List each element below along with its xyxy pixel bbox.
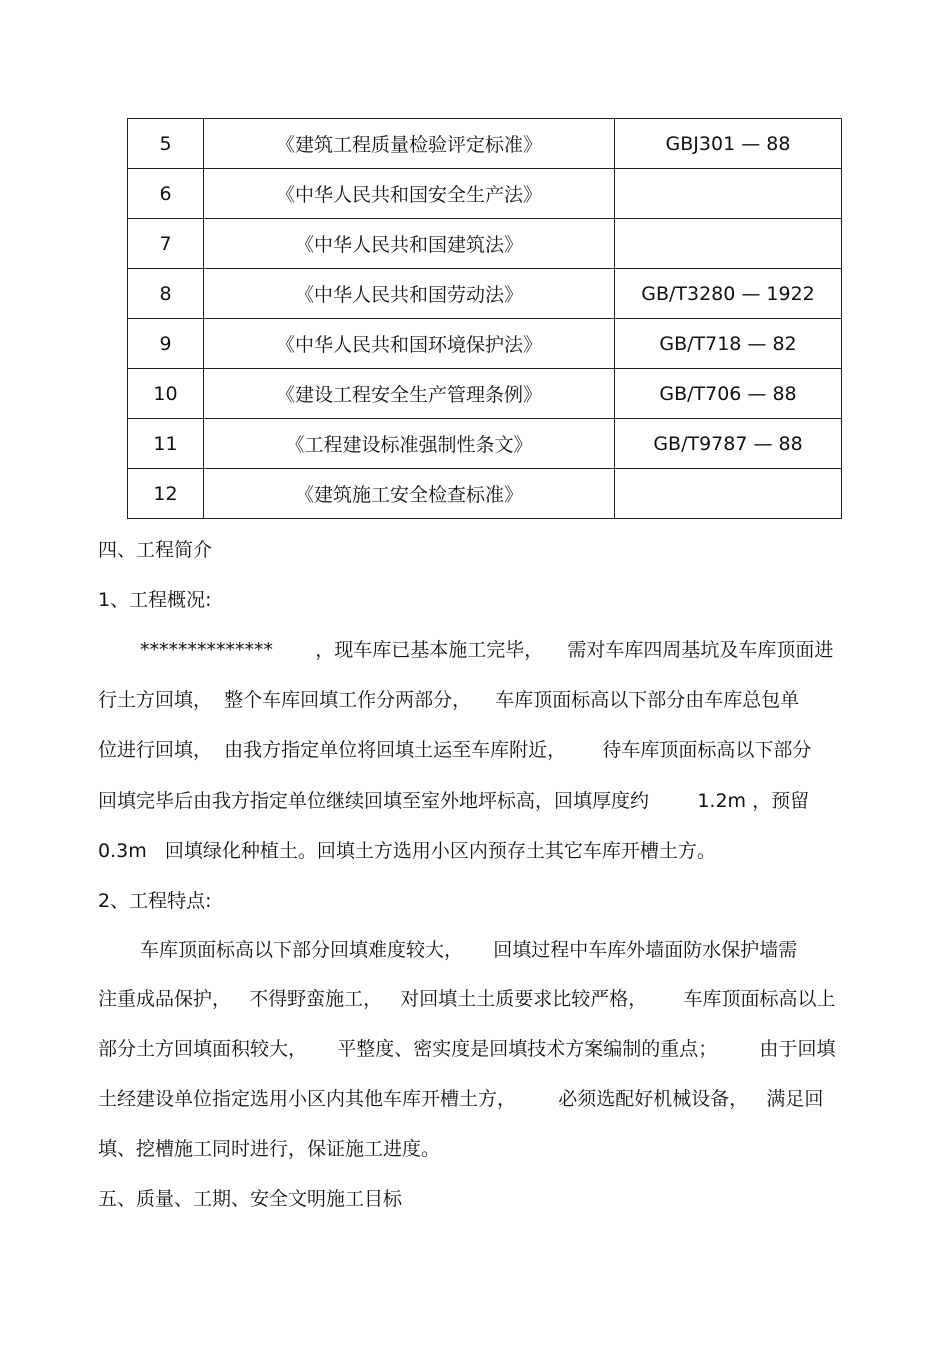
subsection-heading-features: 2、工程特点:	[98, 890, 212, 912]
row-number: 12	[128, 469, 204, 519]
table-row	[128, 369, 842, 419]
row-number: 6	[128, 169, 204, 219]
section-heading-project-intro: 四、工程简介	[98, 539, 213, 561]
row-number: 7	[128, 219, 204, 269]
standard-code	[615, 469, 842, 519]
standard-name: 《中华人民共和国安全生产法》	[204, 169, 615, 219]
table-row	[128, 169, 842, 219]
standard-name: 《建筑施工安全检查标准》	[204, 469, 615, 519]
table-row	[128, 469, 842, 519]
paragraph-line: 注重成品保护， 不得野蛮施工， 对回填土土质要求比较严格， 车库顶面标高以上	[98, 988, 836, 1010]
paragraph-line: 位进行回填， 由我方指定单位将回填土运至车库附近， 待车库顶面标高以下部分	[98, 739, 812, 761]
row-number: 5	[128, 119, 204, 169]
row-number: 10	[128, 369, 204, 419]
table-row	[128, 419, 842, 469]
standard-code: GB/T706 — 88	[615, 369, 842, 419]
standard-name: 《中华人民共和国建筑法》	[204, 219, 615, 269]
standard-name: 《建筑工程质量检验评定标准》	[204, 119, 615, 169]
table-row	[128, 319, 842, 369]
paragraph-line: 部分土方回填面积较大， 平整度、密实度是回填技术方案编制的重点； 由于回填	[98, 1038, 836, 1060]
standard-code: GB/T3280 — 1922	[615, 269, 842, 319]
paragraph-line: 回填完毕后由我方指定单位继续回填至室外地坪标高，回填厚度约 1.2m ，预留	[98, 790, 810, 812]
standard-code: GB/T718 — 82	[615, 319, 842, 369]
standards-table	[127, 118, 842, 519]
standard-code	[615, 169, 842, 219]
paragraph-line: 车库顶面标高以下部分回填难度较大， 回填过程中车库外墙面防水保护墙需	[140, 939, 798, 961]
row-number: 8	[128, 269, 204, 319]
paragraph-line: 土经建设单位指定选用小区内其他车库开槽土方， 必须选配好机械设备， 满足回	[98, 1088, 824, 1110]
table-row	[128, 269, 842, 319]
standard-name: 《中华人民共和国环境保护法》	[204, 319, 615, 369]
standard-name: 《建设工程安全生产管理条例》	[204, 369, 615, 419]
paragraph-line: 0.3m 回填绿化种植土。回填土方选用小区内预存土其它车库开槽土方。	[98, 840, 716, 862]
subsection-heading-overview: 1、工程概况:	[98, 589, 212, 611]
standard-code	[615, 219, 842, 269]
paragraph-line: 填、挖槽施工同时进行，保证施工进度。	[98, 1138, 441, 1160]
standard-code: GB/T9787 — 88	[615, 419, 842, 469]
standard-name: 《中华人民共和国劳动法》	[204, 269, 615, 319]
standard-code: GBJ301 — 88	[615, 119, 842, 169]
section-heading-goals: 五、质量、工期、安全文明施工目标	[98, 1188, 403, 1210]
paragraph-line: 行土方回填， 整个车库回填工作分两部分， 车库顶面标高以下部分由车库总包单	[98, 689, 800, 711]
paragraph-line: ************** ，现车库已基本施工完毕， 需对车库四周基坑及车库顶面进	[140, 639, 834, 661]
table-row	[128, 219, 842, 269]
row-number: 11	[128, 419, 204, 469]
table-row	[128, 119, 842, 169]
row-number: 9	[128, 319, 204, 369]
standard-name: 《工程建设标准强制性条文》	[204, 419, 615, 469]
